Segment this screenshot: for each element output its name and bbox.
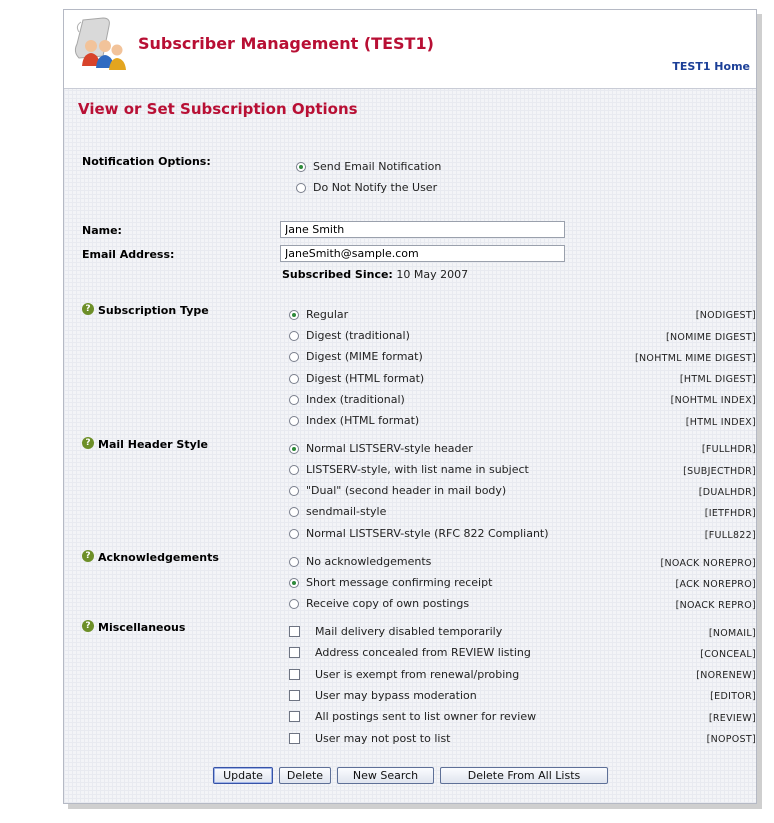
misc-checkbox-nopost[interactable] (289, 733, 300, 744)
subtype-label-index-traditional: Index (traditional) (306, 393, 405, 406)
acknowledgements-help-icon[interactable]: ? (82, 550, 94, 562)
misc-label-norenew: User is exempt from renewal/probing (315, 668, 520, 681)
header-radio-fullhdr[interactable] (289, 444, 299, 454)
update-button[interactable]: Update (213, 767, 273, 784)
notification-label: Notification Options: (82, 155, 211, 168)
subtype-radio-regular[interactable] (289, 310, 299, 320)
subtype-code-index-html: [HTML INDEX] (685, 417, 756, 428)
subtype-code-digest-traditional: [NOMIME DIGEST] (665, 332, 756, 343)
misc-code-conceal: [CONCEAL] (700, 649, 756, 660)
misc-checkbox-nomail[interactable] (289, 626, 300, 637)
subtype-label-regular: Regular (306, 308, 349, 321)
header-radio-ietfhdr[interactable] (289, 507, 299, 517)
misc-code-nomail: [NOMAIL] (708, 628, 756, 639)
page-header (64, 10, 756, 89)
name-label: Name: (82, 224, 122, 237)
misc-checkbox-review[interactable] (289, 711, 300, 722)
subtype-label-index-html: Index (HTML format) (306, 414, 420, 427)
misc-code-review: [REVIEW] (708, 713, 756, 724)
notify-none-label: Do Not Notify the User (313, 181, 438, 194)
subtype-radio-index-html[interactable] (289, 416, 299, 426)
header-label-subjecthdr: LISTSERV-style, with list name in subject (306, 463, 529, 476)
subscription-type-label: Subscription Type (98, 304, 209, 317)
header-code-ietfhdr: [IETFHDR] (704, 508, 756, 519)
email-input[interactable] (280, 245, 565, 262)
subtype-radio-digest-html[interactable] (289, 374, 299, 384)
misc-checkbox-norenew[interactable] (289, 669, 300, 680)
email-label: Email Address: (82, 248, 175, 261)
misc-checkbox-editor[interactable] (289, 690, 300, 701)
delete-button[interactable]: Delete (279, 767, 331, 784)
misc-code-norenew: [NORENEW] (696, 670, 756, 681)
subtype-radio-digest-traditional[interactable] (289, 331, 299, 341)
new-search-button[interactable]: New Search (337, 767, 434, 784)
header-code-dualhdr: [DUALHDR] (698, 487, 756, 498)
acknowledgements-label: Acknowledgements (98, 551, 219, 564)
misc-label-nomail: Mail delivery disabled temporarily (315, 625, 503, 638)
subtype-code-regular: [NODIGEST] (695, 310, 756, 321)
subscriber-people-logo-icon (69, 16, 131, 74)
subscribed-since (282, 268, 468, 281)
misc-label-editor: User may bypass moderation (315, 689, 477, 702)
page-title: Subscriber Management (TEST1) (138, 34, 434, 53)
subtype-radio-digest-mime[interactable] (289, 352, 299, 362)
delete-all-lists-button[interactable]: Delete From All Lists (440, 767, 608, 784)
subtype-radio-index-traditional[interactable] (289, 395, 299, 405)
subtype-label-digest-mime: Digest (MIME format) (306, 350, 423, 363)
misc-label-review: All postings sent to list owner for review (315, 710, 537, 723)
header-label-dualhdr: "Dual" (second header in mail body) (306, 484, 507, 497)
ack-radio-repro[interactable] (289, 599, 299, 609)
subtype-label-digest-traditional: Digest (traditional) (306, 329, 410, 342)
misc-label-nopost: User may not post to list (315, 732, 451, 745)
subscription-type-help-icon[interactable]: ? (82, 303, 94, 315)
ack-label-repro: Receive copy of own postings (306, 597, 470, 610)
ack-label-short: Short message confirming receipt (306, 576, 493, 589)
name-input[interactable] (280, 221, 565, 238)
subscribed-since-value: 10 May 2007 (396, 268, 469, 281)
misc-code-nopost: [NOPOST] (706, 734, 756, 745)
notify-send-label: Send Email Notification (313, 160, 442, 173)
header-code-full822: [FULL822] (704, 530, 756, 541)
ack-code-none: [NOACK NOREPRO] (660, 558, 756, 569)
misc-checkbox-conceal[interactable] (289, 647, 300, 658)
header-label-ietfhdr: sendmail-style (306, 505, 387, 518)
misc-code-editor: [EDITOR] (710, 691, 756, 702)
section-title: View or Set Subscription Options (78, 100, 358, 118)
header-label-full822: Normal LISTSERV-style (RFC 822 Compliant) (306, 527, 549, 540)
ack-code-repro: [NOACK REPRO] (675, 600, 756, 611)
notify-send-radio[interactable] (296, 162, 306, 172)
header-label-fullhdr: Normal LISTSERV-style header (306, 442, 473, 455)
notify-none-radio[interactable] (296, 183, 306, 193)
subtype-code-digest-html: [HTML DIGEST] (679, 374, 756, 385)
header-code-fullhdr: [FULLHDR] (701, 444, 756, 455)
ack-code-short: [ACK NOREPRO] (675, 579, 756, 590)
header-code-subjecthdr: [SUBJECTHDR] (683, 466, 756, 477)
subtype-code-index-traditional: [NOHTML INDEX] (670, 395, 756, 406)
header-radio-full822[interactable] (289, 529, 299, 539)
mail-header-help-icon[interactable]: ? (82, 437, 94, 449)
ack-radio-short[interactable] (289, 578, 299, 588)
misc-label-conceal: Address concealed from REVIEW listing (315, 646, 531, 659)
misc-label: Miscellaneous (98, 621, 186, 634)
header-radio-subjecthdr[interactable] (289, 465, 299, 475)
ack-label-none: No acknowledgements (306, 555, 432, 568)
ack-radio-none[interactable] (289, 557, 299, 567)
main-panel (63, 9, 757, 804)
home-link[interactable]: TEST1 Home (672, 60, 750, 73)
header-radio-dualhdr[interactable] (289, 486, 299, 496)
subscribed-since-label: Subscribed Since: (282, 268, 393, 281)
subtype-label-digest-html: Digest (HTML format) (306, 372, 425, 385)
mail-header-label: Mail Header Style (98, 438, 208, 451)
misc-help-icon[interactable]: ? (82, 620, 94, 632)
subtype-code-digest-mime: [NOHTML MIME DIGEST] (635, 353, 756, 364)
